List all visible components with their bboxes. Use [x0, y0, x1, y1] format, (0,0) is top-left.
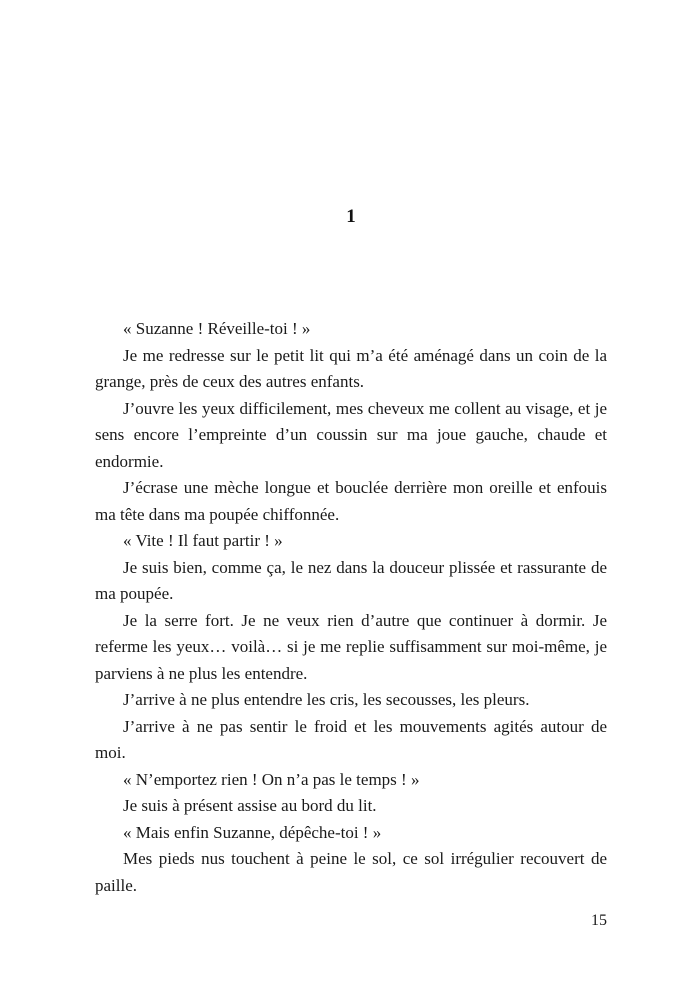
paragraph: « Mais enfin Suzanne, dépêche-toi ! » [123, 822, 382, 842]
paragraph: « Suzanne ! Réveille-toi ! » [123, 319, 311, 338]
paragraph: « N’emportez rien ! On n’a pas le temps ! » [123, 769, 420, 789]
paragraph: Je suis à présent assise au bord du lit. [123, 796, 377, 815]
paragraph: Je suis bien, comme ça, le nez dans la douceur plissée et rassurante de ma poupée. [95, 557, 607, 603]
paragraph: J’arrive à ne plus entendre les cris, les secousses, les pleurs. [123, 690, 530, 709]
chapter-heading: 1 [346, 206, 356, 227]
paragraph: « Vite ! Il faut partir ! » [123, 531, 283, 550]
paragraph: J’écrase une mèche longue et bouclée derrière mon oreille et enfouis ma tête dans ma poupée chiffonnée. [95, 478, 607, 524]
paragraph: J’arrive à ne pas sentir le froid et les mouvements agités autour de moi. [95, 716, 607, 762]
paragraph: J’ouvre les yeux difficilement, mes cheveux me collent au visage, et je sens encore l’empreinte d’un coussin sur ma joue gauche, chaude et endormie. [95, 398, 607, 471]
paragraph: Mes pieds nus touchent à peine le sol, ce sol irrégulier recouvert de paille. [95, 849, 607, 895]
page-body [95, 316, 607, 899]
page-number: 15 [591, 912, 607, 929]
paragraph: Je me redresse sur le petit lit qui m’a été aménagé dans un coin de la grange, près de ceux des autres enfants. [95, 345, 607, 391]
paragraph: Je la serre fort. Je ne veux rien d’autre que continuer à dormir. Je referme les yeux… voilà… si je me replie suffisamment sur moi-même, je parviens à ne plus les entendre. [95, 610, 607, 683]
